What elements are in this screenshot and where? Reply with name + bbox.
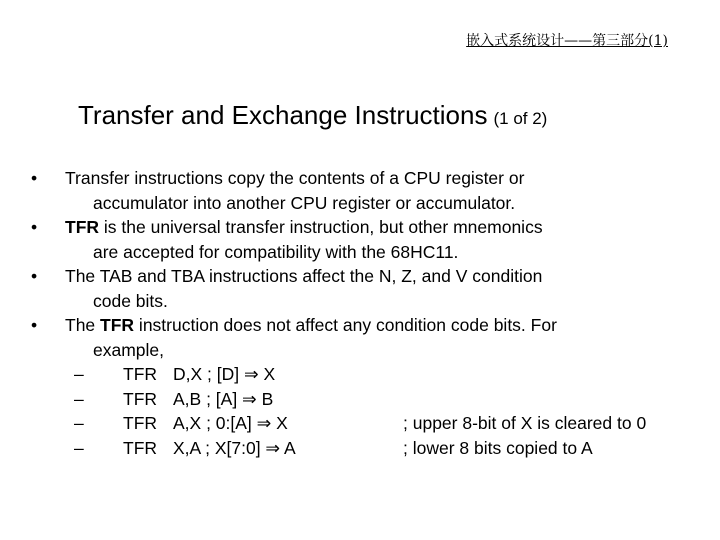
bullet-text: [65, 217, 543, 237]
bullet-item: [28, 313, 678, 362]
title-sub: (1 of 2): [493, 109, 548, 128]
bullet-text-cont: example,: [93, 339, 165, 360]
slide-header: 嵌入式系统设计——第三部分(1): [466, 33, 668, 49]
dash-icon: –: [74, 413, 84, 433]
example-comment: ; lower 8 bits copied to A: [403, 437, 593, 458]
dash-icon: –: [74, 388, 84, 409]
example-item: [28, 362, 678, 387]
example-item: [28, 387, 678, 412]
example-operands: D,X ; [D] ⇒ X: [173, 364, 276, 384]
bullet-text-pre: The: [65, 315, 101, 335]
example-comment: ; upper 8-bit of X is cleared to 0: [403, 413, 647, 433]
mnemonic-bold: TFR: [100, 315, 135, 335]
bullet-icon: •: [31, 266, 38, 286]
bullet-text-rest: instruction does not affect any condition code bits. For: [134, 315, 557, 335]
bullet-item: [28, 215, 678, 264]
bullet-text-cont: accumulator into another CPU register or accumulator.: [93, 192, 516, 213]
bullet-icon: •: [31, 315, 38, 335]
bullet-icon: •: [31, 217, 38, 237]
example-item: [28, 411, 678, 436]
bullet-list: [28, 166, 678, 460]
example-op: TFR: [123, 437, 158, 458]
example-item: [28, 436, 678, 461]
bullet-text: The TAB and TBA instructions affect the N, Z, and V condition: [65, 266, 543, 286]
example-operands: X,A ; X[7:0] ⇒ A: [173, 437, 296, 458]
bullet-text: Transfer instructions copy the contents of a CPU register or: [65, 168, 525, 188]
title-main: Transfer and Exchange Instructions: [78, 100, 488, 130]
bullet-item: [28, 166, 678, 215]
slide-title: [78, 100, 547, 131]
bullet-text-cont: code bits.: [93, 290, 168, 311]
dash-icon: –: [74, 364, 84, 384]
example-operands: A,B ; [A] ⇒ B: [173, 388, 274, 409]
bullet-text-cont: are accepted for compatibility with the 68HC11.: [93, 241, 459, 262]
example-op: TFR: [123, 364, 158, 384]
mnemonic-bold: TFR: [65, 217, 100, 237]
example-op: TFR: [123, 413, 158, 433]
bullet-item: [28, 264, 678, 313]
dash-icon: –: [74, 437, 84, 458]
bullet-text: [65, 315, 557, 335]
bullet-text-rest: is the universal transfer instruction, but other mnemonics: [99, 217, 543, 237]
example-op: TFR: [123, 388, 158, 409]
example-operands: A,X ; 0:[A] ⇒ X: [173, 413, 288, 433]
bullet-icon: •: [31, 168, 38, 188]
